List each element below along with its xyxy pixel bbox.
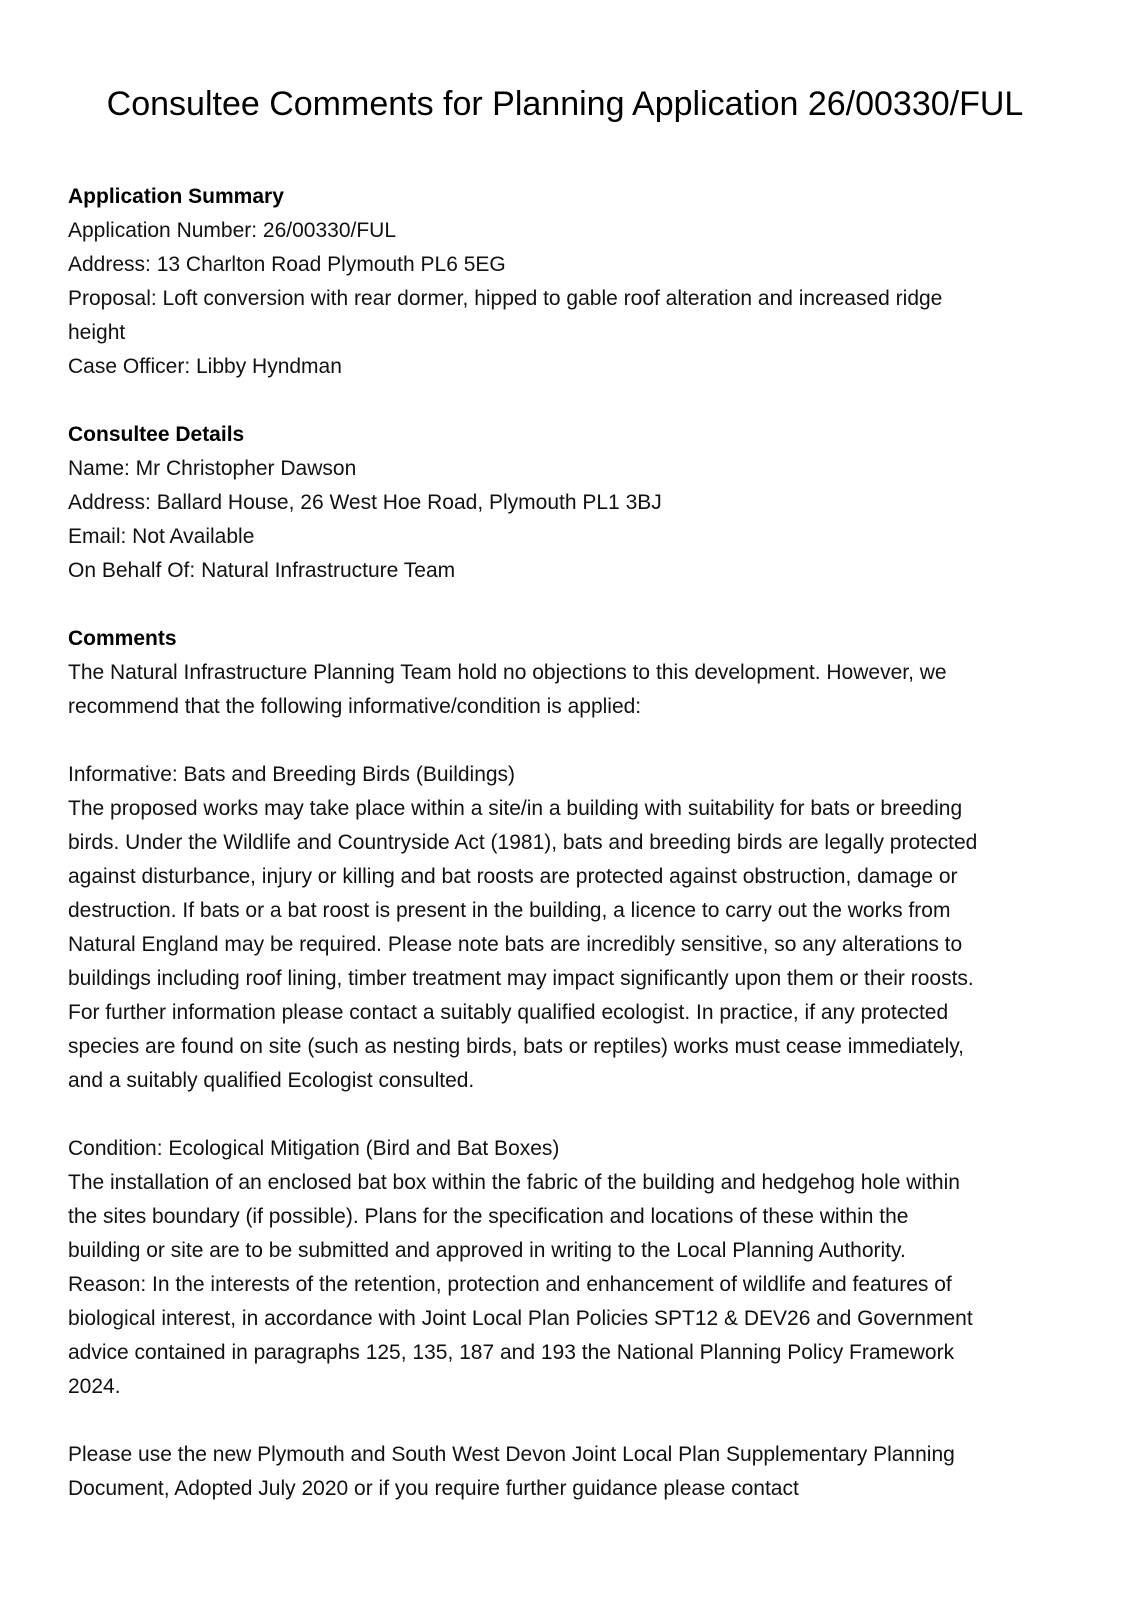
case-officer: Case Officer: Libby Hyndman bbox=[68, 355, 342, 378]
proposal-line: height bbox=[68, 321, 126, 344]
condition-line: 2024. bbox=[68, 1375, 121, 1398]
informative-line: For further information please contact a suitably qualified ecologist. In practice, if any protected bbox=[68, 1001, 949, 1024]
spacer bbox=[68, 384, 1068, 418]
spacer bbox=[68, 724, 1068, 758]
condition-title: Condition: Ecological Mitigation (Bird and Bat Boxes) bbox=[68, 1137, 560, 1160]
informative-line: birds. Under the Wildlife and Countryside Act (1981), bats and breeding birds are legally protected bbox=[68, 831, 978, 854]
condition-line: biological interest, in accordance with Joint Local Plan Policies SPT12 & DEV26 and Government bbox=[68, 1307, 973, 1330]
informative-line: buildings including roof lining, timber treatment may impact significantly upon them or their roosts. bbox=[68, 967, 974, 990]
consultee-address: Address: Ballard House, 26 West Hoe Road, Plymouth PL1 3BJ bbox=[68, 491, 662, 514]
comments-intro-line: The Natural Infrastructure Planning Team hold no objections to this development. However, we bbox=[68, 661, 947, 684]
application-summary-heading: Application Summary bbox=[68, 185, 284, 208]
consultee-name: Name: Mr Christopher Dawson bbox=[68, 457, 357, 480]
consultee-on-behalf-of: On Behalf Of: Natural Infrastructure Team bbox=[68, 559, 456, 582]
informative-line: Natural England may be required. Please note bats are incredibly sensitive, so any alterations to bbox=[68, 933, 963, 956]
spacer bbox=[68, 588, 1068, 622]
condition-line: building or site are to be submitted and approved in writing to the Local Planning Authority. bbox=[68, 1239, 906, 1262]
application-address: Address: 13 Charlton Road Plymouth PL6 5EG bbox=[68, 253, 506, 276]
spacer bbox=[68, 1098, 1068, 1132]
closing-line: Document, Adopted July 2020 or if you require further guidance please contact bbox=[68, 1477, 799, 1500]
comments-heading: Comments bbox=[68, 627, 177, 650]
consultee-details-section bbox=[68, 418, 1068, 588]
informative-line: and a suitably qualified Ecologist consulted. bbox=[68, 1069, 475, 1092]
condition-line: the sites boundary (if possible). Plans for the specification and locations of these within the bbox=[68, 1205, 909, 1228]
document-body bbox=[68, 180, 1068, 1506]
application-summary-section bbox=[68, 180, 1068, 384]
consultee-email: Email: Not Available bbox=[68, 525, 255, 548]
spacer bbox=[68, 1404, 1068, 1438]
proposal-line: Proposal: Loft conversion with rear dormer, hipped to gable roof alteration and increased ridge bbox=[68, 287, 943, 310]
condition-line: Reason: In the interests of the retention, protection and enhancement of wildlife and features of bbox=[68, 1273, 952, 1296]
comments-intro-line: recommend that the following informative/condition is applied: bbox=[68, 695, 642, 718]
closing-line: Please use the new Plymouth and South West Devon Joint Local Plan Supplementary Planning bbox=[68, 1443, 955, 1466]
application-number: Application Number: 26/00330/FUL bbox=[68, 219, 397, 242]
informative-title: Informative: Bats and Breeding Birds (Buildings) bbox=[68, 763, 516, 786]
informative-line: species are found on site (such as nesting birds, bats or reptiles) works must cease immediately, bbox=[68, 1035, 965, 1058]
consultee-details-heading: Consultee Details bbox=[68, 423, 245, 446]
page-title: Consultee Comments for Planning Application 26/00330/FUL bbox=[106, 85, 1024, 123]
informative-line: The proposed works may take place within a site/in a building with suitability for bats or breeding bbox=[68, 797, 963, 820]
informative-line: against disturbance, injury or killing and bat roosts are protected against obstruction, damage or bbox=[68, 865, 958, 888]
comments-section bbox=[68, 622, 1068, 1506]
condition-line: advice contained in paragraphs 125, 135, 187 and 193 the National Planning Policy Framework bbox=[68, 1341, 955, 1364]
informative-line: destruction. If bats or a bat roost is present in the building, a licence to carry out the works from bbox=[68, 899, 951, 922]
condition-line: The installation of an enclosed bat box within the fabric of the building and hedgehog hole within bbox=[68, 1171, 960, 1194]
